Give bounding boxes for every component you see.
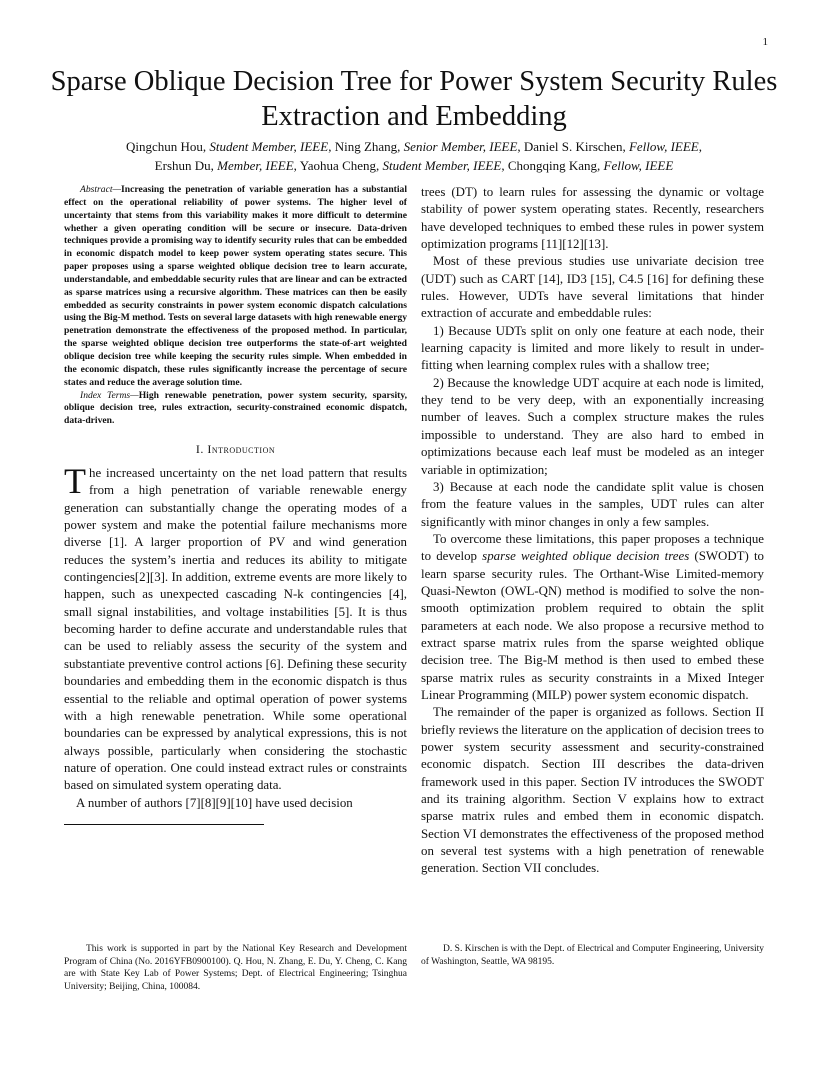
author-role: Fellow, IEEE (603, 158, 674, 173)
body-paragraph: he increased uncertainty on the net load pattern that results from a high penetration of variable renewable energy generation can substantially change the operating modes of a power system and make the potential failure mechanisms more diverse [1]. A larger proportion of PV and wind generation reduces the system’s inertia and reduces its ability to mitigate contingencies[2][3]. In addition, extreme events are more likely to happen, such as unexpected cascading N-k contingencies [4], small signal instabilities, and voltage instabilities [5]. It is thus becoming harder to define accurate and understandable rules that can be used to reliably assess the security of the system and substantiate preventive control actions [6]. Defining these security boundaries and embedding them in the economic dispatch is thus essential to the reliable and optimal operation of power systems with a high renewable penetration. While some operational boundaries can be expressed by analytical expressions, this is not always possible, particularly when considering the stochastic nature of operation. One could instead extract rules or constraints based on simulated system operating data. (64, 466, 407, 793)
author-role: Senior Member, IEEE (403, 139, 518, 154)
author-role: Student Member, IEEE (382, 158, 502, 173)
footnote-rule (64, 824, 264, 825)
body-paragraph: A number of authors [7][8][9][10] have used decision (76, 795, 353, 810)
author-name: Ershun Du (154, 158, 211, 173)
right-column (421, 184, 764, 878)
list-item: 1) Because UDTs split on only one feature at each node, their learning capacity is limited and more likely to result in under-fitting when learning complex rules with a shallow tree; (421, 323, 764, 373)
index-terms-label: Index Terms (80, 389, 131, 401)
abstract: Abstract—Increasing the penetration of variable generation has a substantial effect on the operational reliability of power systems. The higher level of uncertainty that stems from this variability makes it more difficult to determine whether a given operating condition will be secure or insecure. Data-driven techniques provide a promising way to identify security rules that can be embedded in economic dispatch model to keep power system operating states secure. This paper proposes using a sparse weighted oblique decision tree to learn accurate, understandable, and embeddable security rules that are linear and can be extracted as sparse matrices using a recursive algorithm. These matrices can then be easily embedded as security constraints in power system economic dispatch calculations using the Big-M method. Tests on several large datasets with high renewable energy penetration demonstrate the effectiveness of the proposed method. In particular, the sparse weighted oblique decision tree outperforms the state-of-art weighted oblique decision tree while keeping the security rules simple. When embedded in the economic dispatch, these rules significantly increase the percentage of secure states and reduce the average solution time. Index Terms—High renewable penetration, power system security, sparsity, oblique decision tree, rules extraction, security-constrained economic dispatch, data-driven. (64, 184, 408, 427)
body-paragraph: To overcome these limitations, this paper proposes a technique to develop sparse weighted oblique decision trees (SWODT) to learn sparse security rules. The Orthant-Wise Limited-memory Quasi-Newton (OWL-QN) method is modified to solve the non-smooth optimization problem required to obtain the split parameters at each node. We also propose a recursive method to extract sparse matrix rules from the sparse weighted oblique decision tree. The Big-M method is then used to embed these sparse matrix rules as security constraints in a Mixed Integer Linear Programming (MILP) power system economic dispatch. (421, 531, 765, 702)
left-column (64, 184, 407, 825)
author-name: Daniel S. Kirschen (523, 139, 623, 154)
footnote-affiliation: D. S. Kirschen is with the Dept. of Electrical and Computer Engineering, University of Washington, Seattle, WA 98195. (421, 944, 764, 967)
author-role: Student Member, IEEE (209, 139, 329, 154)
introduction-body-continued (421, 184, 764, 878)
paper-title: Sparse Oblique Decision Tree for Power System Security Rules Extraction and Embedding (50, 66, 778, 132)
author-role: Fellow, IEEE (628, 139, 699, 154)
introduction-body (64, 461, 407, 812)
abstract-text: Increasing the penetration of variable generation has a substantial effect on the operational reliability of power systems. The higher level of uncertainty that stems from this variability makes it more difficult to determine whether a given operating condition will be secure or insecure. Data-driven techniques provide a promising way to identify security rules that can be embedded in economic dispatch model to keep power system operating states secure. This paper proposes using a sparse weighted oblique decision tree to learn accurate, understandable, and embeddable security rules that are linear and can be extracted as sparse matrices using a recursive algorithm. These matrices can then be easily embedded as security constraints in power system economic dispatch calculations using the Big-M method. Tests on several large datasets with high renewable energy penetration demonstrate the effectiveness of the proposed method. In particular, the sparse weighted oblique decision tree outperforms the state-of-art weighted oblique decision tree while keeping the security rules simple. When embedded in the economic dispatch, these rules significantly increase the percentage of secure states and reduce the average solution time. (64, 184, 407, 388)
list-item: 2) Because the knowledge UDT acquire at each node is limited, they tend to be very deep, with an exponentially increasing number of leaves. Such a complex structure makes the rules impossible to understand. They are also hard to embed in optimizations because each leaf must be modeled as an integer variable in optimization; (421, 375, 764, 477)
author-name: Chongqing Kang (507, 158, 598, 173)
footnote-funding: This work is supported in part by the National Key Research and Development Program of China (No. 2016YFB0900100). Q. Hou, N. Zhang, E. Du, Y. Cheng, C. Kang are with State Key Lab of Power Systems; Dept. of Electrical Engineering; Tsinghua University; Beijing, China, 100084. (64, 944, 407, 993)
list-item: 3) Because at each node the candidate split value is chosen from the feature values in the samples, UDT rules can alter significantly with minor changes in only a few samples. (421, 479, 764, 529)
body-paragraph: The remainder of the paper is organized as follows. Section II briefly reviews the literature on the application of decision trees to power system security assessment and security-constrained economic dispatch. Section III describes the data-driven framework used in this paper. Section IV introduces the SWODT and its training algorithm. Section V explains how to extract sparse matrix rules and embed them in economic dispatch. Section VI demonstrates the effectiveness of the proposed method on several test systems with a high penetration of renewable generation. Section VII concludes. (421, 705, 764, 876)
section-heading-introduction: I. Introduction (195, 442, 276, 457)
index-terms-text: High renewable penetration, power system security, sparsity, oblique decision tree, rules extraction, security-constrained economic dispatch, data-driven. (64, 389, 408, 427)
drop-cap: T (64, 461, 86, 502)
author-name: Ning Zhang (334, 139, 398, 154)
abstract-label: Abstract (80, 184, 113, 195)
emphasized-term: sparse weighted oblique decision trees (482, 549, 690, 564)
author-name: Yaohua Cheng (299, 158, 377, 173)
author-list: Qingchun Hou, Student Member, IEEE, Ning Zhang, Senior Member, IEEE, Daniel S. Kirschen, Fellow, IEEE, Ershun Du, Member, IEEE, Yaohua Cheng, Student Member, IEEE, Chongqing Kang, Fellow, IEEE (126, 139, 702, 173)
page-number: 1 (762, 36, 768, 48)
author-role: Member, IEEE (217, 158, 294, 173)
body-paragraph: trees (DT) to learn rules for assessing the dynamic or voltage stability of power system operating states. Recently, researchers have developed techniques to embed these rules in power system optimization programs [11][12][13]. (421, 185, 764, 252)
body-paragraph: Most of these previous studies use univariate decision tree (UDT) such as CART [14], ID3 [15], C4.5 [16] for defining these rules. However, UDTs have several limitations that hinder extraction of accurate and embeddable rules: (421, 254, 764, 321)
author-name: Qingchun Hou (126, 139, 203, 154)
